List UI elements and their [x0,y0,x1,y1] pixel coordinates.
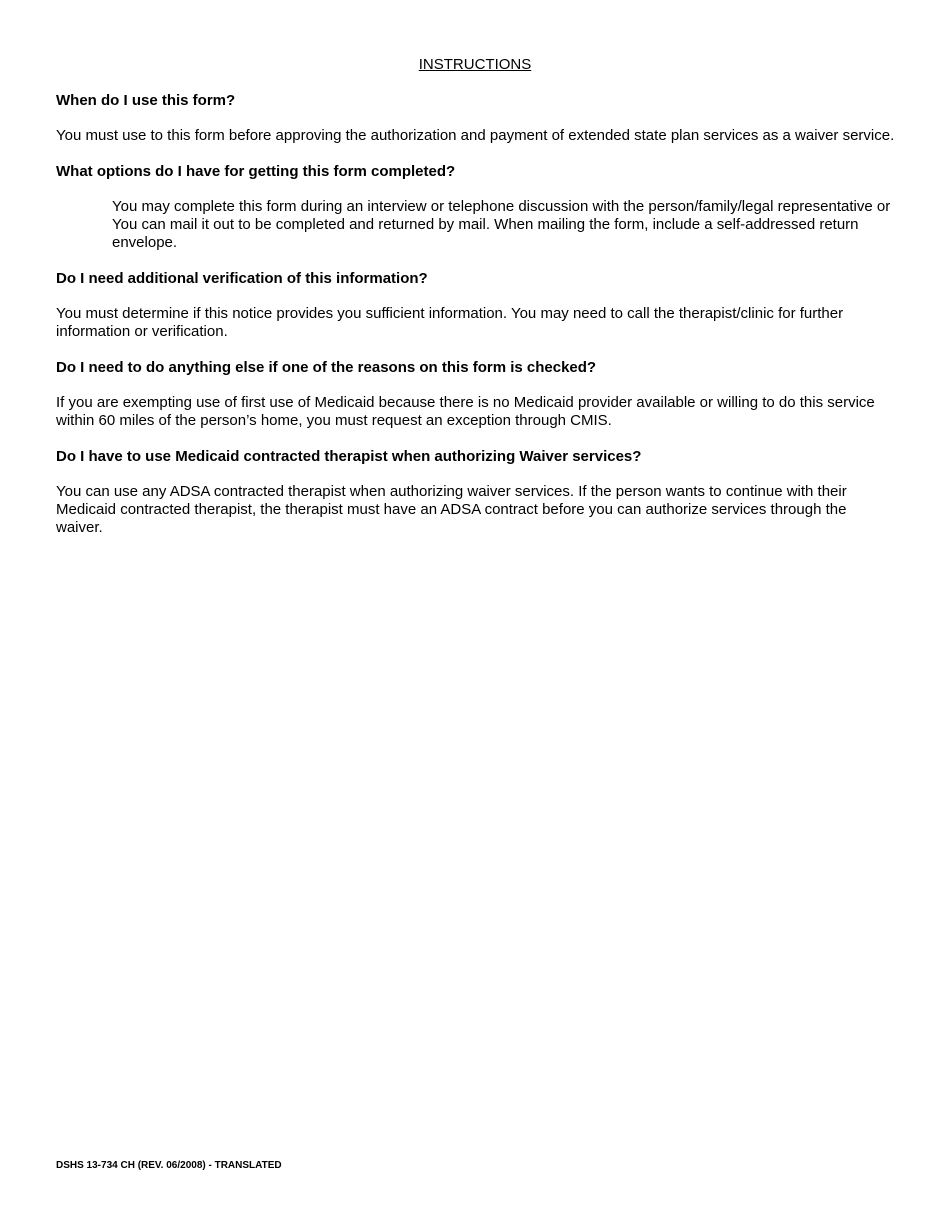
answer-when-use: You must use to this form before approving the authorization and payment of extended state plan services as a waiver service. [56,127,895,144]
question-when-use: When do I use this form? [56,92,236,109]
form-footer: DSHS 13-734 CH (REV. 06/2008) - TRANSLATED [56,1160,282,1171]
answer-verification: You must determine if this notice provides you sufficient information. You may need to call the therapist/clinic for further information or verification. [56,305,844,340]
question-reasons-checked: Do I need to do anything else if one of the reasons on this form is checked? [56,359,597,376]
page-title: INSTRUCTIONS [418,56,532,73]
question-medicaid-therapist: Do I have to use Medicaid contracted therapist when authorizing Waiver services? [56,448,642,465]
instructions-body [56,92,896,555]
answer-medicaid-therapist: You can use any ADSA contracted therapist when authorizing waiver services. If the person wants to continue with their Medicaid contracted therapist, the therapist must have an ADSA contract before you can authorize services through the waiver. [56,483,847,536]
question-options: What options do I have for getting this form completed? [56,163,456,180]
answer-reasons-checked: If you are exempting use of first use of Medicaid because there is no Medicaid provider available or willing to do this service within 60 miles of the person’s home, you must request an exception through CMIS. [56,394,875,429]
option-mail: You can mail it out to be completed and returned by mail. When mailing the form, include a self-addressed return envelope. [112,216,859,251]
option-interview: You may complete this form during an interview or telephone discussion with the person/family/legal representative or [112,198,891,215]
question-verification: Do I need additional verification of this information? [56,270,428,287]
options-list [112,198,896,252]
